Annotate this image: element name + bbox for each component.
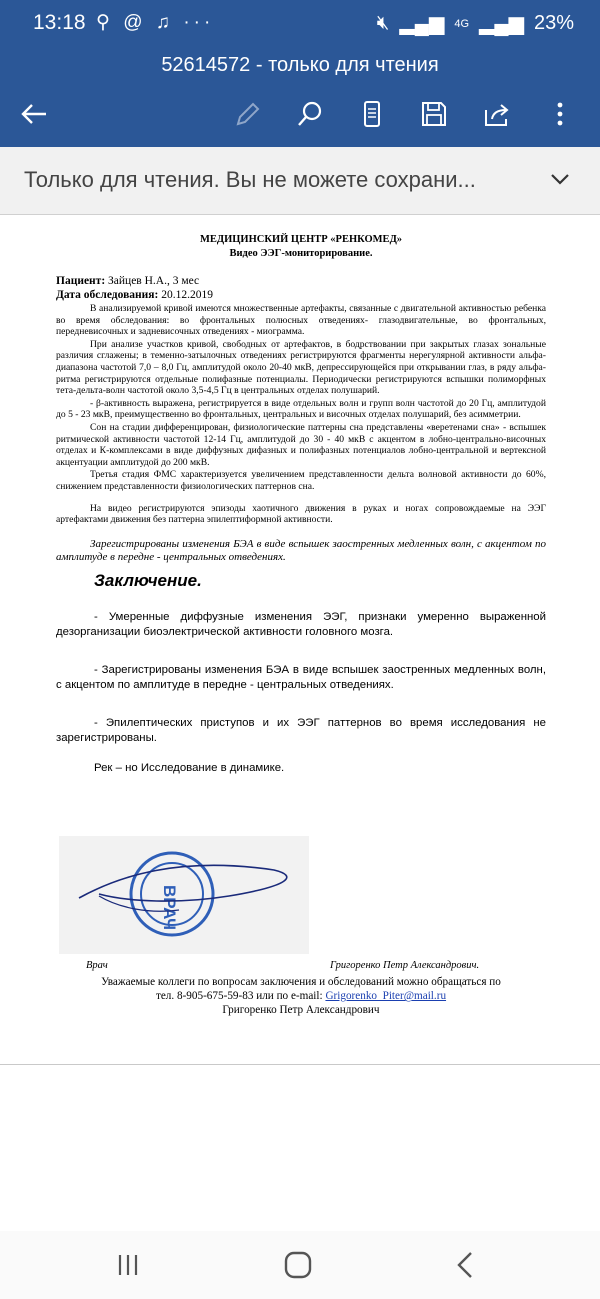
contact-block	[56, 975, 546, 1018]
paragraph-analysis: При анализе участков кривой, свободных от артефактов, в бодрствовании при закрытых глазах зональные различия сглажены; в теменно-затылочных отведениях регистрируются фрагменты нерегулярной активности альфа-диапазона частотой 7,0 – 8,0 Гц, амплитудой около 20-40 мкВ, депрессирующейся при открывании глаз, в ряду альфа-ритма регистрируются отдельные полифазные потенциалы. Периодически регистрируются вспышки полиморфных тета-дельта-волн частотой около 3,5-4,5 Гц в центральных отделах полушарий.	[56, 338, 546, 397]
pencil-icon[interactable]	[228, 94, 268, 134]
back-icon[interactable]	[446, 1247, 486, 1283]
at-icon: @	[123, 12, 147, 33]
save-icon[interactable]	[414, 94, 454, 134]
readonly-message: Только для чтения. Вы не можете сохрани...	[24, 167, 476, 192]
status-bar	[0, 0, 600, 46]
paragraph-artifacts: В анализируемой кривой имеются множественные артефакты, связанные с двигательной активностью ребенка во время обследования: во фронтальных полюсных отведениях- глазодвигательные, во фронтальных, передневисочных и задневисочных отведениях - миограмма.	[56, 303, 546, 338]
mute-icon: 🔇︎	[376, 12, 390, 34]
status-right	[377, 11, 574, 36]
chevron-down-icon[interactable]	[548, 167, 572, 191]
network-type: 4G	[454, 17, 470, 30]
app-header	[0, 0, 600, 147]
conclusion-item-2: - Зарегистрированы изменения БЭА в виде вспышек заостренных медленных волн, с акцентом по амплитуде в передне - центральных отведениях.	[56, 664, 546, 691]
signal2-icon: ▂▄▆	[479, 13, 524, 35]
battery-level: 23%	[533, 12, 574, 34]
doc-header-title: Видео ЭЭГ-мониторирование.	[229, 248, 373, 259]
status-time: 13:18	[33, 11, 86, 34]
patient-label: Пациент:	[56, 275, 106, 287]
recents-icon[interactable]	[108, 1247, 148, 1283]
paragraph-registered: Зарегистрированы изменения БЭА в виде вспышек заостренных медленных волн, с акцентом по амплитуде в передне - центральных отведениях.	[56, 537, 546, 564]
signer-name: Григоренко Петр Александрович.	[330, 960, 480, 971]
mobile-view-icon[interactable]	[352, 94, 392, 134]
recommendation: Рек – но Исследование в динамике.	[94, 762, 285, 775]
back-arrow-icon[interactable]	[14, 94, 54, 134]
search-icon: ⚲	[96, 12, 114, 33]
music-icon: ♫	[155, 12, 175, 33]
share-icon[interactable]	[477, 94, 517, 134]
date-value: 20.12.2019	[161, 288, 213, 301]
document-page	[56, 233, 546, 1017]
stamp-signature-image	[59, 836, 309, 954]
home-icon[interactable]	[278, 1247, 318, 1283]
readonly-banner[interactable]	[0, 147, 600, 215]
conclusion-title: Заключение.	[94, 570, 202, 590]
paragraph-stage3: Третья стадия ФМС характеризуется увеличением представленности дельта волновой активности до 60%, снижением представленности физиологических паттернов сна.	[56, 469, 546, 492]
toolbar	[0, 84, 600, 146]
svg-text:ВРАЧ: ВРАЧ	[160, 885, 179, 931]
more-vert-icon[interactable]	[540, 94, 580, 134]
contact-line-1: Уважаемые коллеги по вопросам заключения и обследований можно обращаться по	[101, 976, 501, 988]
status-notification-icons	[96, 11, 214, 34]
conclusion-item-3: - Эпилептических приступов и их ЭЭГ паттернов во время исследования не зарегистрированы.	[56, 717, 546, 744]
signal-icon: ▂▄▆	[399, 13, 445, 35]
contact-line-2	[56, 989, 546, 1003]
paragraph-video: На видео регистрируются эпизоды хаотичного движения в руках и ногах сопровождаемые на ЭЭГ артефактами движения без паттерна эпилептиформной активности.	[56, 502, 546, 526]
contact-line-3: Григоренко Петр Александрович	[222, 1004, 380, 1017]
conclusion-item-1: - Умеренные диффузные изменения ЭЭГ, признаки умеренно выраженной дезорганизации биоэлектрической активности головного мозга.	[56, 611, 546, 638]
system-nav-bar	[0, 1231, 600, 1299]
date-label: Дата обследования:	[56, 288, 159, 301]
contact-phone: тел. 8-905-675-59-83 или по e-mail:	[155, 990, 323, 1003]
search-icon[interactable]	[290, 94, 330, 134]
contact-email-link[interactable]: Grigorenko_Piter@mail.ru	[325, 990, 447, 1003]
paragraph-sleep: Сон на стадии дифференцирован, физиологические паттерны сна представлены «веретенами сна» - вспышек ритмической активности частотой 12-14 Гц, амплитудой до 30 - 40 мкВ с акцентом в лобно-центрально-височных отделах и К-комплексами в виде диффузных дифазных и полифазных потенциалов лобно-центральной и вертексной акцентуации амплитудой до 200 мкВ.	[56, 421, 546, 468]
signer-role: Врач	[86, 960, 108, 971]
more-dots-icon: ···	[183, 12, 215, 33]
paragraph-beta: - β-активность выражена, регистрируется в виде отдельных волн и групп волн частотой до 20 Гц, амплитудой до 5 - 23 мкВ, преимущественно во фронтальных, центральных и височных отделах полушарий, без асимметрии.	[56, 397, 546, 421]
patient-line	[56, 275, 546, 289]
document-canvas[interactable]	[0, 215, 600, 1065]
doc-header-org: МЕДИЦИНСКИЙ ЦЕНТР «РЕНКОМЕД»	[199, 234, 403, 245]
patient-value: Зайцев Н.А., 3 мес	[108, 275, 200, 287]
document-title: 52614572 - только для чтения	[161, 54, 439, 76]
date-line	[56, 289, 546, 303]
